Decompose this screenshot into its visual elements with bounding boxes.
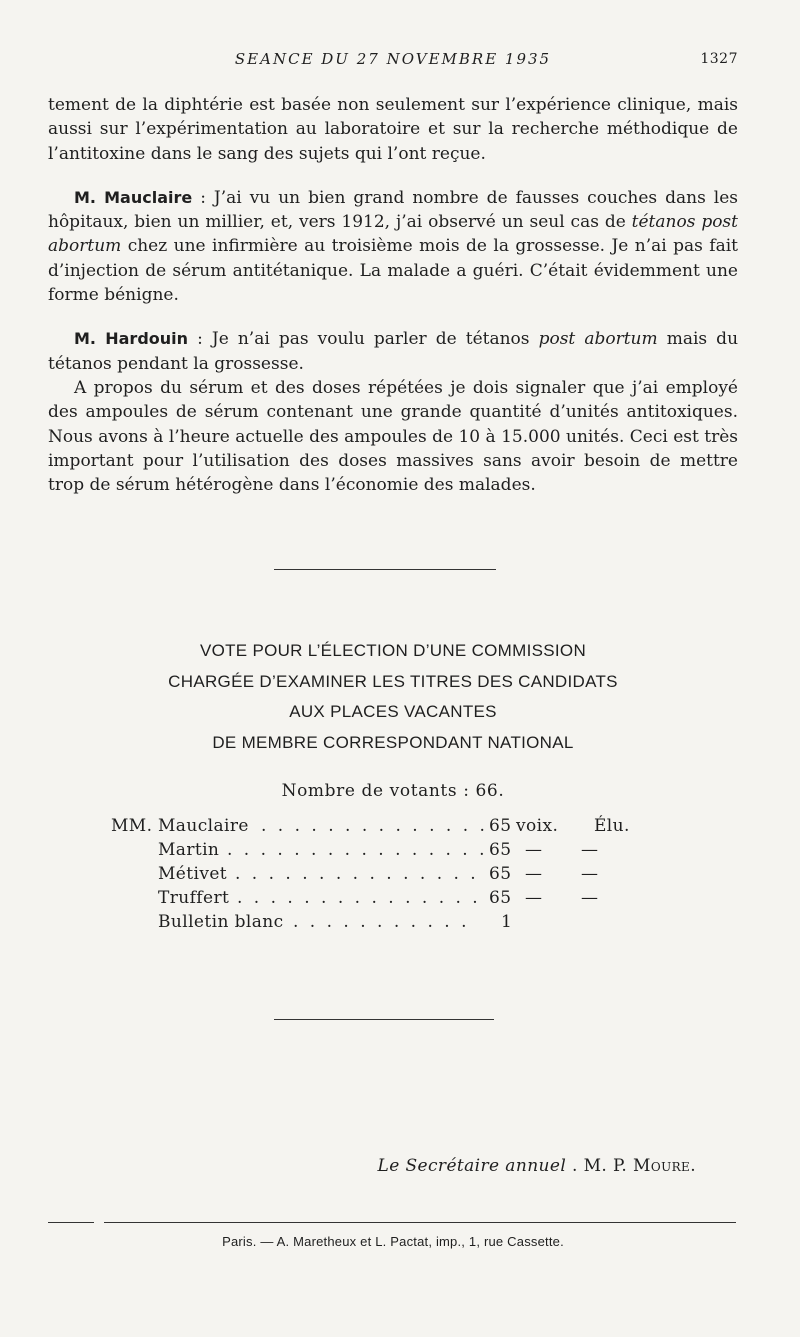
result-prefix: MM. xyxy=(111,816,153,836)
result-count: 65 xyxy=(489,864,512,884)
hardouin-text-b: mais du tétanos pendant la grossesse. xyxy=(48,329,739,374)
paragraph-continuation: tement de la diphtérie est basée non seulement sur l’expérience clinique, mais aussi sur l’expérimentation au laboratoire et sur la recherche méthodique de l’antitoxine dans le sang des sujets qui l’ont reçue. xyxy=(48,95,738,164)
result-status: Élu. xyxy=(594,816,630,836)
paragraph-mauclaire xyxy=(48,186,738,307)
section-divider-top xyxy=(274,569,496,570)
result-ditto: — xyxy=(581,888,599,908)
result-ditto: — xyxy=(525,864,543,884)
paragraph-hardouin xyxy=(48,327,738,376)
result-row xyxy=(111,888,651,912)
vote-heading-line: DE MEMBRE CORRESPONDANT NATIONAL xyxy=(212,733,574,753)
result-ditto: — xyxy=(581,864,599,884)
vote-results xyxy=(111,816,651,936)
result-name: Bulletin blanc xyxy=(158,912,284,932)
page-number: 1327 xyxy=(700,51,738,67)
document-page xyxy=(48,0,738,1337)
result-ditto: — xyxy=(581,840,599,860)
mauclaire-italic: tétanos post abortum xyxy=(48,212,738,257)
footer-rule-long xyxy=(104,1222,736,1223)
result-count: 65 xyxy=(489,888,512,908)
result-row xyxy=(111,816,651,840)
result-leader-dots: . . . . . . . . . . . . . . . . xyxy=(227,840,488,860)
result-ditto: — xyxy=(525,840,543,860)
result-count: 65 xyxy=(489,840,512,860)
result-leader-dots: . . . . . . . . . . . xyxy=(293,912,470,932)
result-count: 1 xyxy=(501,912,513,932)
result-ditto: — xyxy=(525,888,543,908)
vote-heading-line: VOTE POUR L’ÉLECTION D’UNE COMMISSION xyxy=(199,641,587,660)
footer-rule-short xyxy=(48,1222,94,1223)
paragraph-serum: A propos du sérum et des doses répétées je dois signaler que j’ai employé des ampoules de sérum contenant une grande quantité d’unités antitoxiques. Nous avons à l’heure actuelle des ampoules de 10 à 15.000 unités. Ceci est très important pour l’utilisation des doses massives sans avoir besoin de mettre trop de sérum hétérogène dans l’économie des malades. xyxy=(48,377,738,496)
signature-separator: . xyxy=(566,1156,584,1176)
result-name: Truffert xyxy=(158,888,230,908)
speaker-mauclaire: M. Mauclaire xyxy=(74,187,193,207)
section-divider-bottom xyxy=(274,1019,494,1020)
result-row xyxy=(111,864,651,888)
speaker-hardouin: M. Hardouin xyxy=(74,329,189,349)
mauclaire-text-b: chez une infirmière au troisième mois de la grossesse. Je n’ai pas fait d’injection de sérum antitétanique. La malade a guéri. C’était évidemment une forme bénigne. xyxy=(48,236,738,306)
hardouin-text-a: : Je n’ai pas voulu parler de tétanos xyxy=(188,329,539,350)
result-leader-dots: . . . . . . . . . . . . . . . xyxy=(235,864,479,884)
hardouin-italic: post abortum xyxy=(538,329,658,350)
vote-heading-line: AUX PLACES VACANTES xyxy=(289,702,497,722)
result-name: Métivet xyxy=(158,864,228,884)
printer-imprint: Paris. — A. Maretheux et L. Pactat, imp., 1, rue Cassette. xyxy=(222,1234,564,1249)
result-name: Mauclaire xyxy=(158,816,249,836)
secretary-name: M. P. Moure. xyxy=(583,1156,696,1176)
secretary-signature xyxy=(378,1156,696,1176)
mauclaire-text-a: : J’ai vu un bien grand nombre de fausses couches dans les hôpitaux, bien un millier, et, vers 1912, j’ai observé un seul cas de xyxy=(48,187,739,233)
secretary-role: Le Secrétaire annuel xyxy=(377,1156,567,1176)
running-head xyxy=(48,50,738,74)
running-head-title: SEANCE DU 27 NOVEMBRE 1935 xyxy=(234,50,552,68)
body-text xyxy=(48,93,738,497)
vote-heading-line: CHARGÉE D’EXAMINER LES TITRES DES CANDIDATS xyxy=(168,671,618,691)
voter-count: Nombre de votants : 66. xyxy=(281,781,505,801)
result-leader-dots: . . . . . . . . . . . . . . xyxy=(261,816,488,836)
result-name: Martin xyxy=(158,840,220,860)
result-count: 65 xyxy=(489,816,512,836)
result-row xyxy=(111,912,651,936)
result-unit: voix. xyxy=(516,816,559,836)
vote-heading xyxy=(48,636,738,759)
result-leader-dots: . . . . . . . . . . . . . . . xyxy=(237,888,481,908)
result-row xyxy=(111,840,651,864)
